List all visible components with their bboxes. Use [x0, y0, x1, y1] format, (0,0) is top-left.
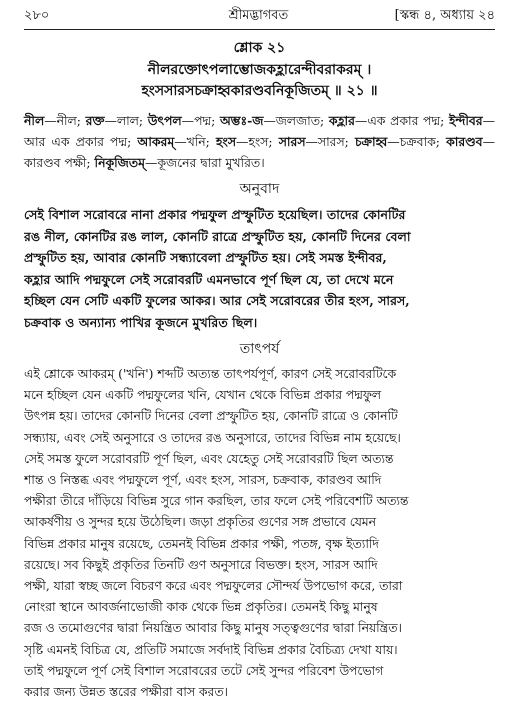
synonym-meaning: —পদ্ম; — [181, 113, 220, 128]
synonym-meaning: —এক প্রকার পদ্ম; — [354, 113, 449, 128]
synonym-meaning: —লাল; — [104, 113, 148, 128]
synonym-word: চক্রাহ্ব — [354, 134, 388, 149]
translation-heading: অনুবাদ — [239, 181, 280, 197]
synonym-meaning: —কারণ্ডব পক্ষী; — [24, 134, 495, 170]
translation-line: প্রস্ফুটিত হয়, আবার কোনটি সন্ধ্যাবেলা প্রস্ফুটিত হয়। সেই সমস্ত ইন্দীবর, — [24, 250, 387, 265]
canto-chapter-label: [স্কন্ধ ৪, অধ্যায় ২৪ — [394, 8, 495, 23]
purport-line: সন্ধ্যায়, এবং সেই অনুসারে ও তাদের রঙ অনুসারে, তাদের বিভিন্ন নাম হয়েছে। — [24, 430, 401, 445]
word-for-word-synonyms — [24, 110, 495, 173]
synonym-meaning: —চক্রবাক; — [387, 134, 447, 149]
synonym-word: কারণ্ডব — [446, 134, 483, 149]
purport-line: এই শ্লোকে আকরম্ ('খনি') শব্দটি অত্যন্ত তাৎপর্যপূর্ণ, কারণ সেই সরোবরটিকে — [24, 367, 397, 381]
translation-line: সেই বিশাল সরোবরে নানা প্রকার পদ্মফুল প্রস্ফুটিত হয়েছিল। তাদের কোনটির — [24, 207, 406, 222]
synonym-word: অম্ভঃ-জ — [219, 113, 264, 128]
verse-line-2: হংসসারসচক্রাহ্বকারণ্ডবনিকূজিতম্ ॥ ২১ ॥ — [141, 83, 378, 99]
purport-line: সৃষ্টি এমনই বিচিত্র যে, প্রতিটি সমাজে সর্বদাই বিভিন্ন প্রকার বৈচিত্র্য দেখা যায়। — [24, 642, 398, 657]
purport-line: পক্ষী, যারা স্বচ্ছ জলে বিচরণ করে এবং পদ্মফুলের সৌন্দর্য উপভোগ করে, তারা — [24, 579, 403, 594]
synonym-meaning: —আর এক প্রকার পদ্ম; — [24, 113, 495, 149]
synonym-meaning: —নীল; — [44, 113, 86, 128]
translation-line: রঙ নীল, কোনটির রঙ লাল, কোনটি রাত্রে প্রস্ফুটিত হয়, কোনটি দিনের বেলা — [24, 228, 411, 244]
purport-line: রজ ও তমোগুণের দ্বারা নিয়ন্ত্রিত আবার কিছু মানুষ সত্ত্বগুণের দ্বারা নিয়ন্ত্রিত। — [24, 621, 402, 636]
purport-line: নোংরা স্থানে আবর্জনাভোজী কাক থেকে ভিন্ন প্রকৃতির। তেমনই কিছু মানুষ — [24, 600, 378, 615]
header-divider — [24, 29, 495, 30]
running-header — [24, 6, 495, 26]
purport-line: আকর্ষণীয় ও সুন্দর হয়ে উঠেছিল। জড়া প্রকৃতির গুণের সঙ্গ প্রভাবে যেমন — [24, 515, 376, 530]
synonym-word: সারস — [278, 134, 306, 149]
synonym-word: নিকূজিতম্ — [94, 155, 145, 170]
purport-line: তাই পদ্মফুলে পূর্ণ সেই বিশাল সরোবরের তটে সেই সুন্দর পরিবেশ উপভোগ — [24, 663, 384, 678]
synonym-word: রক্ত — [85, 113, 105, 128]
synonym-word: নীল — [24, 113, 45, 128]
synonym-meaning: —জলজাত; — [263, 113, 329, 128]
synonym-word: হংস — [215, 134, 237, 149]
translation-line: চক্রবাক ও অন্যান্য পাখির কূজনে মুখরিত ছিল। — [24, 314, 258, 330]
synonym-word: ইন্দীবর — [448, 113, 483, 128]
verse-heading: শ্লোক ২১ — [233, 40, 286, 56]
purport-line: শান্ত ও নিস্তব্ধ এবং পদ্মফুলে পূর্ণ, এবং হংস, সারস, চক্রবাক, কারণ্ডব আদি — [24, 473, 382, 488]
synonym-meaning: —হংস; — [236, 134, 279, 149]
translation-text — [24, 204, 495, 333]
purport-text — [24, 364, 495, 703]
purport-line: উৎপন্ন হয়। তাদের কোনটি দিনের বেলা প্রস্ফুটিত হয়, কোনটি রাত্রে ও কোনটি — [24, 409, 398, 424]
book-title: শ্রীমদ্ভাগবত — [228, 8, 289, 23]
synonym-meaning: —সারস; — [305, 134, 355, 149]
verse-line-1: নীলরক্তোৎপলাম্ভোজকহ্লারেন্দীবরাকরম্ । — [147, 62, 372, 78]
purport-line: করার জন্য উন্নত স্তরের পক্ষীরা বাস করত। — [24, 685, 228, 700]
translation-line: কহ্লার আদি পদ্মফুলে সেই সরোবরটি এমনভাবে পূর্ণ ছিল যে, তা দেখে মনে — [24, 271, 394, 287]
synonym-word: উৎপল — [147, 113, 182, 128]
synonym-word: আকরম্ — [137, 134, 175, 149]
synonym-word: কহ্লার — [328, 113, 355, 128]
purport-heading: তাৎপর্য — [239, 341, 280, 357]
synonym-meaning: —খনি; — [174, 134, 216, 149]
synonym-meaning: —কূজনের দ্বারা মুখরিত। — [144, 155, 265, 170]
translation-line: হচ্ছিল যেন সেটি একটি ফুলের আকর। আর সেই সরোবরের তীর হংস, সারস, — [24, 293, 410, 308]
purport-line: মনে হচ্ছিল যেন একটি পদ্মফুলের খনি, যেখান থেকে বিভিন্ন প্রকার পদ্মফুল — [24, 388, 381, 403]
page-number: ২৮০ — [24, 8, 50, 23]
purport-line: বিভিন্ন প্রকার মানুষ রয়েছে, তেমনই বিভিন্ন প্রকার পক্ষী, পতঙ্গ, বৃক্ষ ইত্যাদি — [24, 536, 379, 551]
purport-line: পক্ষীরা তীরে দাঁড়িয়ে বিভিন্ন সুরে গান করছিল, তার ফলে সেই পরিবেশটি অত্যন্ত — [24, 494, 409, 509]
purport-line: সেই সমস্ত ফুলে সরোবরটি পূর্ণ ছিল, এবং যেহেতু সেই সরোবরটি ছিল অত্যন্ত — [24, 451, 394, 466]
purport-line: রয়েছে। সব কিছুই প্রকৃতির তিনটি গুণ অনুসারে বিভক্ত। হংস, সারস আদি — [24, 557, 378, 572]
